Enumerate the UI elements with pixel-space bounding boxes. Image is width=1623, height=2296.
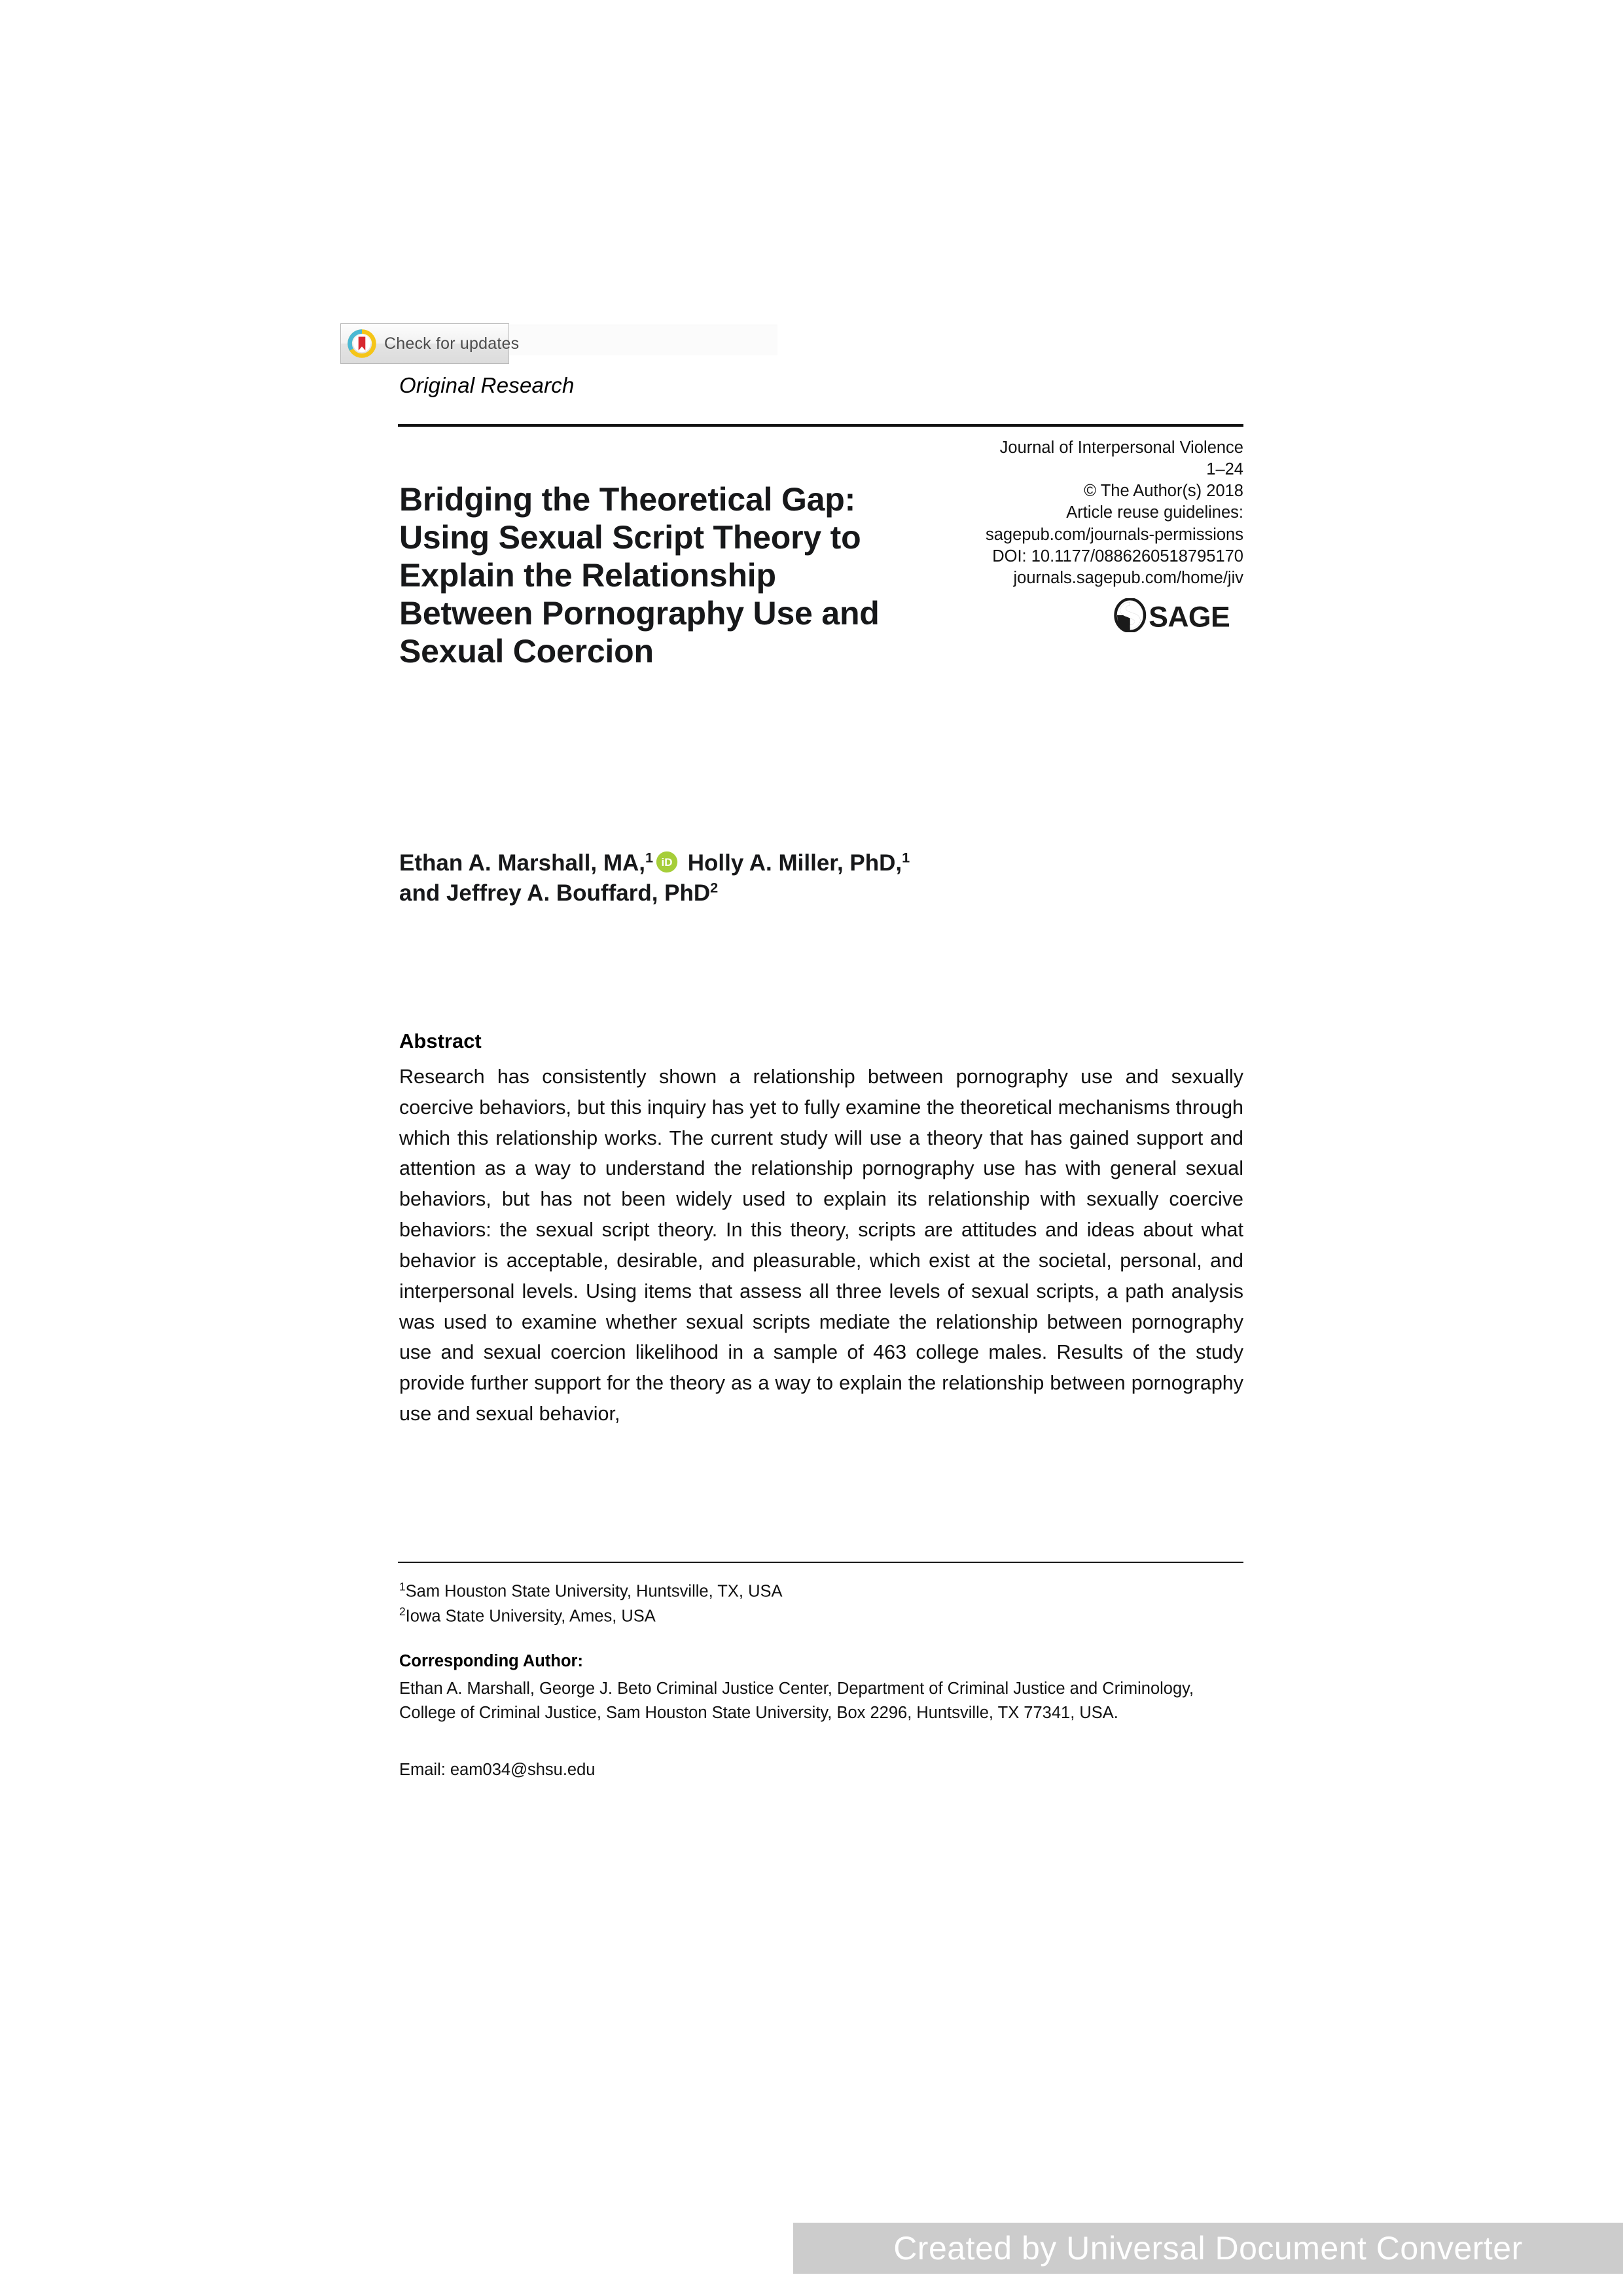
reuse-guidelines-label: Article reuse guidelines: bbox=[1066, 503, 1243, 522]
header-rule bbox=[398, 424, 1243, 427]
affiliation-1 bbox=[399, 1579, 1243, 1604]
page-title: Bridging the Theoretical Gap: Using Sexual Script Theory to Explain the Relationship Between Pornography Use and Sexual Coercion bbox=[399, 480, 880, 670]
abstract-heading: Abstract bbox=[399, 1030, 482, 1052]
journal-home-link[interactable]: journals.sagepub.com/home/jiv bbox=[1013, 568, 1243, 587]
svg-text:SAGE: SAGE bbox=[1149, 601, 1230, 632]
corresponding-author-email[interactable]: Email: eam034@shsu.edu bbox=[399, 1761, 596, 1779]
footnote-rule bbox=[398, 1562, 1243, 1563]
sage-logo-wrapper bbox=[969, 598, 1243, 632]
author-2-affiliation-marker: 1 bbox=[902, 849, 910, 866]
watermark-text: Created by Universal Document Converter bbox=[893, 2230, 1523, 2267]
affiliation-2-text: Iowa State University, Ames, USA bbox=[405, 1607, 656, 1626]
author-3-affiliation-marker: 2 bbox=[710, 878, 719, 895]
corresponding-author-address: Ethan A. Marshall, George J. Beto Criminal Justice Center, Department of Criminal Justice and Criminology, College of Criminal Justice, Sam Houston State University, Box 2296, Huntsville, TX 77341, USA. bbox=[399, 1679, 1194, 1722]
orcid-id-icon[interactable] bbox=[656, 851, 678, 873]
journal-copyright: © The Author(s) 2018 bbox=[1084, 482, 1243, 501]
author-3-name: and Jeffrey A. Bouffard, PhD bbox=[399, 880, 711, 906]
journal-pages: 1–24 bbox=[1206, 460, 1243, 479]
check-for-updates-badge[interactable] bbox=[340, 323, 520, 364]
corresponding-author-heading: Corresponding Author: bbox=[399, 1652, 583, 1670]
affiliation-1-text: Sam Houston State University, Huntsville, TX, USA bbox=[405, 1582, 783, 1601]
author-1-name: Ethan A. Marshall, MA, bbox=[399, 850, 645, 876]
author-2-name: Holly A. Miller, PhD, bbox=[681, 850, 902, 876]
sage-publisher-logo-icon bbox=[1114, 598, 1243, 632]
check-for-updates-label: Check for updates bbox=[384, 334, 520, 353]
watermark-bar bbox=[793, 2223, 1623, 2274]
reuse-guidelines-link[interactable]: sagepub.com/journals-permissions bbox=[985, 525, 1243, 544]
journal-name: Journal of Interpersonal Violence bbox=[999, 439, 1243, 457]
svg-text:iD: iD bbox=[661, 855, 673, 869]
author-list bbox=[399, 848, 1119, 908]
affiliation-1-marker: 1 bbox=[399, 1580, 406, 1593]
journal-metadata bbox=[969, 437, 1243, 632]
affiliations-block bbox=[399, 1579, 1243, 1628]
affiliation-2-marker: 2 bbox=[399, 1604, 406, 1618]
crossmark-icon bbox=[348, 329, 376, 358]
affiliation-2 bbox=[399, 1604, 1243, 1628]
abstract-text: Research has consistently shown a relationship between pornography use and sexually coercive behaviors, but this inquiry has yet to fully examine the theoretical mechanisms through which this relationship works. The current study will use a theory that has gained support and attention as a way to understand the relationship pornography use has with general sexual behaviors, but has not been widely used to explain its relationship with sexually coercive behaviors: the sexual script theory. In this theory, scripts are attitudes and ideas about what behavior is acceptable, desirable, and pleasurable, which exist at the societal, personal, and interpersonal levels. Using items that assess all three levels of sexual scripts, a path analysis was used to examine whether sexual scripts mediate the relationship between pornography use and sexual coercion likelihood in a sample of 463 college males. Results of the study provide further support for the theory as a way to explain the relationship between pornography use and sexual behavior, bbox=[399, 1066, 1243, 1425]
article-type-kicker: Original Research bbox=[399, 373, 575, 397]
author-1-affiliation-marker: 1 bbox=[645, 849, 654, 866]
doi-text[interactable]: DOI: 10.1177/0886260518795170 bbox=[992, 547, 1243, 565]
